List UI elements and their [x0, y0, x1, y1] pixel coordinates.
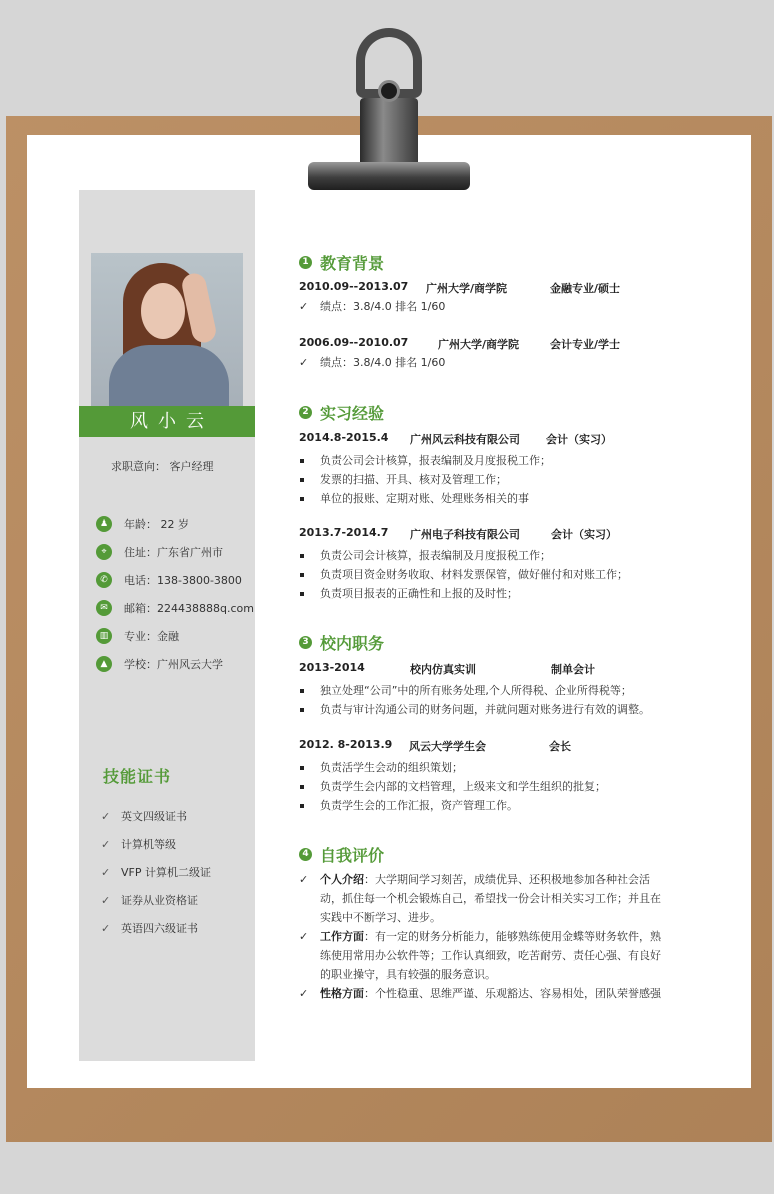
list-item: 独立处理“公司”中的所有账务处理,个人所得税、企业所得税等； — [300, 682, 632, 698]
campus-entry-2: 2012. 8-2013.9 风云大学学生会 会长 — [299, 738, 571, 753]
list-item: 发票的扫描、开具、核对及管理工作； — [300, 471, 507, 487]
job-intent-label: 求职意向： — [111, 460, 166, 473]
skill-item: ✓ 计算机等级 — [101, 838, 176, 851]
job-intent — [111, 458, 214, 474]
education-entry-2: 2006.09--2010.07 广州大学/商学院 会计专业/学士 — [299, 336, 621, 351]
self-eval-title: 4 自我评价 — [299, 843, 384, 866]
graduation-cap-icon: ▲ — [96, 656, 112, 672]
phone-icon: ✆ — [96, 572, 112, 588]
self-eval-personality: ✓ 性格方面：个性稳重、思维严谨、乐观豁达、容易相处，团队荣誉感强 — [299, 984, 661, 1003]
education-detail-2: ✓ 绩点：3.8/4.0 排名 1/60 — [299, 356, 446, 369]
campus-entry-1: 2013-2014 校内仿真实训 制单会计 — [299, 661, 595, 676]
info-school: ▲ 学校：广州风云大学 — [96, 656, 223, 672]
skills-title: 技能证书 — [103, 767, 172, 786]
list-item: 负责活学生会动的组织策划； — [300, 759, 463, 775]
campus-title: 3 校内职务 — [299, 631, 384, 654]
list-item: 负责公司会计核算，报表编制及月度报税工作； — [300, 547, 551, 563]
info-age: ♟ 年龄： 22 岁 — [96, 516, 189, 532]
location-icon: ⌖ — [96, 544, 112, 560]
list-item: 单位的报账、定期对账、处理账务相关的事 — [300, 490, 529, 506]
info-email: ✉ 邮箱：224438888q.com — [96, 600, 254, 616]
check-icon: ✓ — [101, 922, 111, 935]
list-item: 负责学生会的工作汇报，资产管理工作。 — [300, 797, 518, 813]
education-detail-1: ✓ 绩点：3.8/4.0 排名 1/60 — [299, 300, 446, 313]
check-icon: ✓ — [101, 894, 111, 907]
list-item: 负责与审计沟通公司的财务问题，并就问题对账务进行有效的调整。 — [300, 701, 650, 717]
internship-title: 2 实习经验 — [299, 401, 384, 424]
profile-photo — [91, 253, 243, 407]
list-item: 负责项目资金财务收取、材料发票保管，做好催付和对账工作； — [300, 566, 628, 582]
binder-clip-icon — [300, 28, 476, 178]
list-item: 负责学生会内部的文档管理，上级来文和学生组织的批复； — [300, 778, 606, 794]
check-icon: ✓ — [101, 866, 111, 879]
skill-item: ✓ 英文四级证书 — [101, 810, 187, 823]
check-icon: ✓ — [299, 987, 309, 1000]
mail-icon: ✉ — [96, 600, 112, 616]
check-icon: ✓ — [299, 873, 309, 886]
info-phone: ✆ 电话：138-3800-3800 — [96, 572, 242, 588]
check-icon: ✓ — [101, 838, 111, 851]
check-icon: ✓ — [299, 930, 309, 943]
list-item: 负责公司会计核算，报表编制及月度报税工作； — [300, 452, 551, 468]
education-title: 1 教育背景 — [299, 251, 384, 274]
self-eval-work: ✓ 工作方面：有一定的财务分析能力，能够熟练使用金蝶等财务软件，熟练使用常用办公软件等；工作认真细致，吃苦耐劳、责任心强、有良好的职业操守，具有较强的服务意识。 — [299, 927, 661, 984]
info-major: ▥ 专业：金融 — [96, 628, 179, 644]
profile-name: 风小云 — [79, 406, 255, 437]
book-icon: ▥ — [96, 628, 112, 644]
skill-item: ✓ 证券从业资格证 — [101, 894, 198, 907]
person-icon: ♟ — [96, 516, 112, 532]
education-entry-1: 2010.09--2013.07 广州大学/商学院 金融专业/硕士 — [299, 280, 621, 295]
check-icon: ✓ — [101, 810, 111, 823]
internship-entry-1: 2014.8-2015.4 广州风云科技有限公司 会计（实习） — [299, 431, 612, 446]
list-item: 负责项目报表的正确性和上报的及时性； — [300, 585, 518, 601]
internship-entry-2: 2013.7-2014.7 广州电子科技有限公司 会计（实习） — [299, 526, 617, 541]
skill-item: ✓ 英语四六级证书 — [101, 922, 198, 935]
job-intent-value: 客户经理 — [169, 460, 214, 473]
info-address: ⌖ 住址：广东省广州市 — [96, 544, 223, 560]
self-eval-intro: ✓ 个人介绍：大学期间学习刻苦，成绩优异、还积极地参加各种社会活动，抓住每一个机会锻炼自己，希望找一份会计相关实习工作；并且在实践中不断学习、进步。 — [299, 870, 661, 927]
skill-item: ✓ VFP 计算机二级证 — [101, 866, 211, 879]
